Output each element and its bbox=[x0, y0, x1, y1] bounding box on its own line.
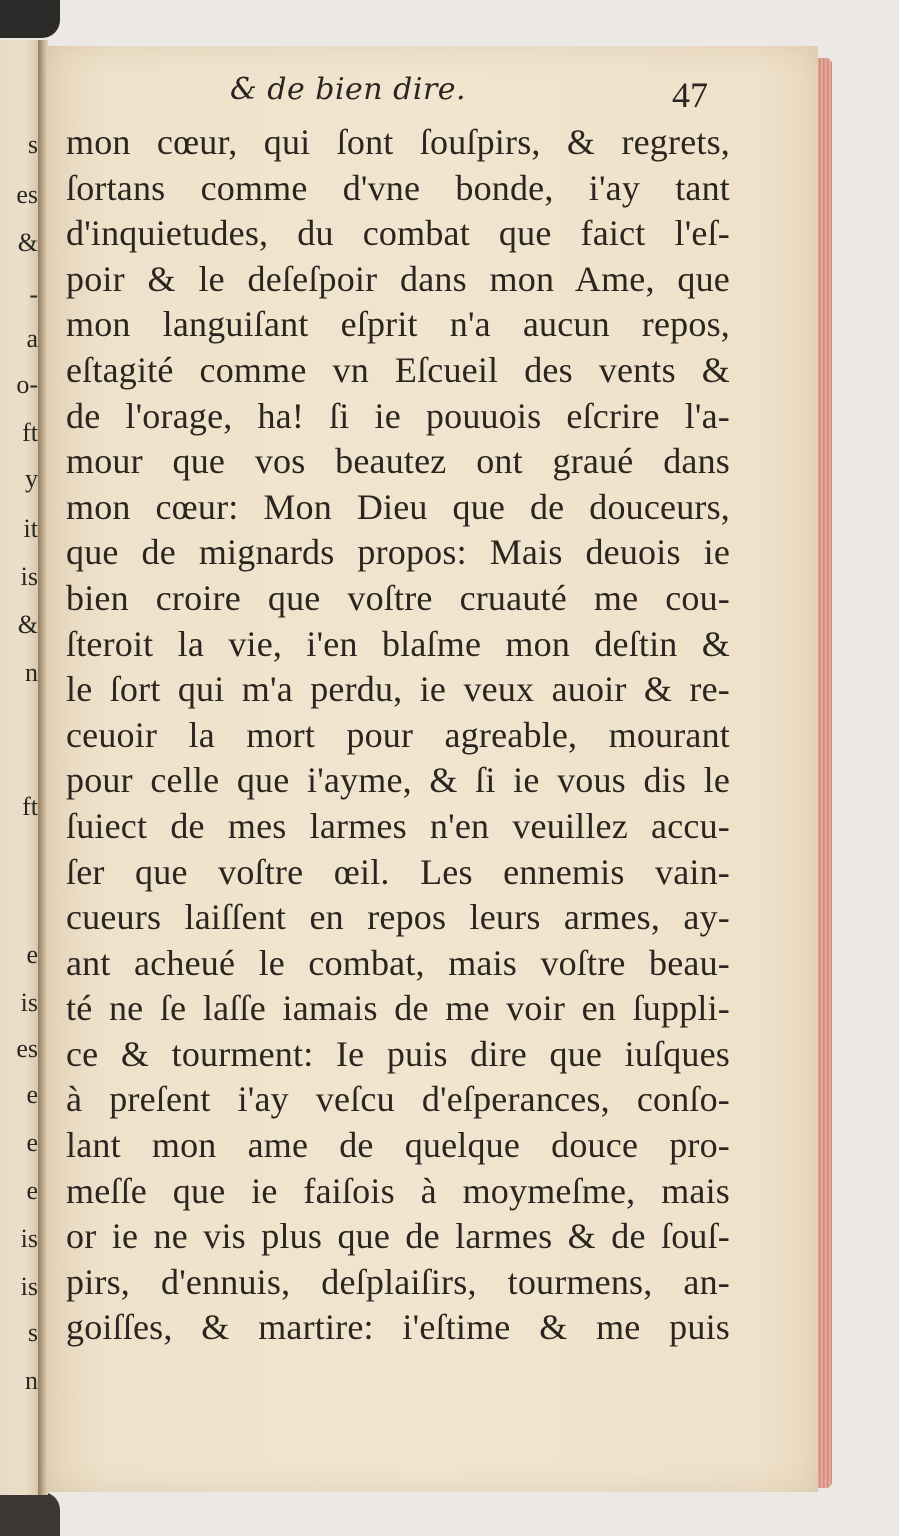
left-page-fragment: is bbox=[20, 1272, 38, 1301]
text-line: goiſſes, & martire: i'eſtime & me puis bbox=[66, 1307, 730, 1348]
left-page-fragment: is bbox=[20, 1224, 38, 1253]
text-line: ſteroit la vie, i'en blaſme mon deſtin & bbox=[66, 623, 730, 664]
text-line: pirs, d'ennuis, deſplaiſirs, tourmens, an- bbox=[66, 1261, 730, 1302]
text-line: de l'orage, ha! ſi ie pouuois eſcrire l'a- bbox=[66, 395, 730, 436]
text-line: lant mon ame de quelque douce pro- bbox=[66, 1125, 730, 1166]
left-page-fragment: e bbox=[26, 1080, 38, 1109]
left-page-fragment: es bbox=[16, 180, 38, 209]
text-line: bien croire que voſtre cruauté me cou- bbox=[66, 577, 730, 618]
left-page-fragment: e bbox=[26, 940, 38, 969]
binding-bottom bbox=[0, 1492, 60, 1536]
text-line: ſortans comme d'vne bonde, i'ay tant bbox=[66, 167, 730, 208]
left-page-edge bbox=[0, 40, 42, 1495]
text-line: té ne ſe laſſe iamais de me voir en ſuppli- bbox=[66, 988, 730, 1029]
left-page-fragment: y bbox=[25, 464, 38, 493]
text-line: ceuoir la mort pour agreable, mourant bbox=[66, 714, 730, 755]
left-page-fragment: it bbox=[23, 514, 38, 543]
text-line: mour que vos beautez ont graué dans bbox=[66, 441, 730, 482]
text-line: or ie ne vis plus que de larmes & de ſouſ- bbox=[66, 1216, 730, 1257]
left-page-fragment: s bbox=[27, 1318, 38, 1347]
left-page-fragment: & bbox=[17, 610, 38, 639]
text-line: eſtagité comme vn Eſcueil des vents & bbox=[66, 349, 730, 390]
binding-top bbox=[0, 0, 60, 38]
page-header bbox=[46, 72, 746, 122]
text-line: le ſort qui m'a perdu, ie veux auoir & re- bbox=[66, 669, 730, 710]
left-page-fragment: n bbox=[25, 1366, 38, 1395]
body-text bbox=[66, 120, 730, 1351]
left-page-fragment: a bbox=[26, 324, 38, 353]
text-line: mon languiſant eſprit n'a aucun repos, bbox=[66, 304, 730, 345]
left-page-fragment: - bbox=[29, 280, 38, 309]
page-number: 47 bbox=[672, 75, 708, 115]
text-line: cueurs laiſſent en repos leurs armes, ay- bbox=[66, 897, 730, 938]
text-line: ſuiect de mes larmes n'en veuillez accu- bbox=[66, 805, 730, 846]
text-line: mon cœur, qui ſont ſouſpirs, & regrets, bbox=[66, 122, 730, 162]
left-page-fragment: n bbox=[25, 658, 38, 687]
left-page-fragment: e bbox=[26, 1128, 38, 1157]
left-page-fragment: is bbox=[20, 562, 38, 591]
left-page-fragment: es bbox=[16, 1034, 38, 1063]
text-line: à preſent i'ay veſcu d'eſperances, conſo- bbox=[66, 1079, 730, 1120]
left-page-fragment: o- bbox=[16, 370, 38, 399]
left-page-fragment: s bbox=[27, 130, 38, 159]
running-head: & de bien dire. bbox=[230, 72, 467, 107]
left-page-fragment: ft bbox=[22, 792, 38, 821]
text-line: d'inquietudes, du combat que faict l'eſ- bbox=[66, 213, 730, 254]
text-line: que de mignards propos: Mais deuois ie bbox=[66, 532, 730, 573]
text-line: ſer que voſtre œil. Les ennemis vain- bbox=[66, 851, 730, 892]
text-line: ant acheué le combat, mais voſtre beau- bbox=[66, 942, 730, 983]
left-page-fragment: is bbox=[20, 988, 38, 1017]
left-page-fragment: & bbox=[17, 228, 38, 257]
left-page-fragment: ft bbox=[22, 418, 38, 447]
left-page-fragment: e bbox=[26, 1176, 38, 1205]
text-line: meſſe que ie faiſois à moymeſme, mais bbox=[66, 1170, 730, 1211]
text-line: poir & le deſeſpoir dans mon Ame, que bbox=[66, 258, 730, 299]
text-line: mon cœur: Mon Dieu que de douceurs, bbox=[66, 486, 730, 527]
text-line: pour celle que i'ayme, & ſi ie vous dis le bbox=[66, 760, 730, 801]
text-line: ce & tourment: Ie puis dire que iuſques bbox=[66, 1033, 730, 1074]
